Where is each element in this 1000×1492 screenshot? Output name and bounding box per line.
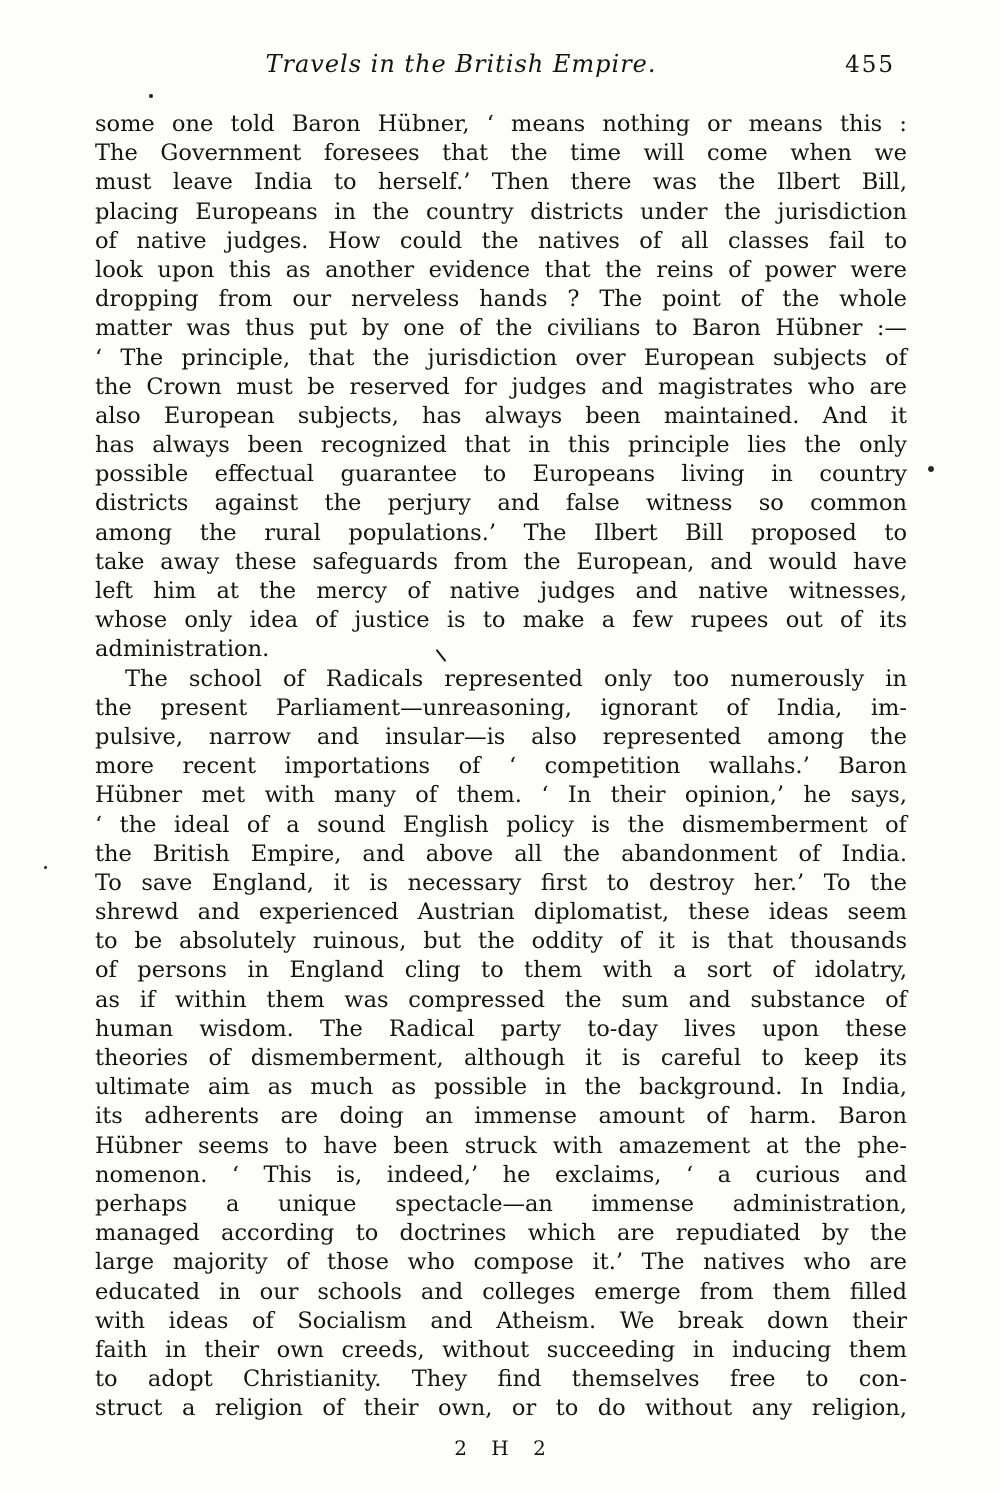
page-number: 455 bbox=[845, 52, 895, 78]
text-line: to adopt Christianity. They find themselves free to con- bbox=[95, 1366, 907, 1393]
text-line: struct a religion of their own, or to do without any religion, bbox=[95, 1395, 907, 1422]
signature-mark: 2 H 2 bbox=[454, 1436, 548, 1460]
text-line: The school of Radicals represented only too numerously in bbox=[125, 665, 907, 692]
text-line: managed according to doctrines which are repudiated by the bbox=[95, 1220, 907, 1247]
body-text bbox=[95, 110, 907, 1423]
text-line: perhaps a unique spectacle—an immense administration, bbox=[95, 1190, 907, 1217]
text-line: Hübner met with many of them. ‘ In their opinion,’ he says, bbox=[95, 782, 907, 809]
text-line: take away these safeguards from the European, and would have bbox=[95, 548, 907, 575]
text-line: Hübner seems to have been struck with amazement at the phe- bbox=[95, 1132, 907, 1159]
text-line: large majority of those who compose it.’ The natives who are bbox=[95, 1249, 907, 1276]
text-line: look upon this as another evidence that the reins of power were bbox=[95, 256, 907, 283]
page-title: Travels in the British Empire. bbox=[265, 50, 657, 78]
text-line: of persons in England cling to them with a sort of idolatry, bbox=[95, 957, 907, 984]
text-line: human wisdom. The Radical party to-day lives upon these bbox=[95, 1015, 907, 1042]
text-line: shrewd and experienced Austrian diplomatist, these ideas seem bbox=[95, 899, 907, 926]
text-line: the British Empire, and above all the abandonment of India. bbox=[95, 840, 907, 867]
ink-speck bbox=[44, 866, 47, 869]
text-line: some one told Baron Hübner, ‘ means nothing or means this : bbox=[95, 111, 907, 137]
text-line: matter was thus put by one of the civilians to Baron Hübner :— bbox=[95, 315, 907, 342]
text-line: of native judges. How could the natives of all classes fail to bbox=[95, 227, 907, 254]
text-line: with ideas of Socialism and Atheism. We break down their bbox=[95, 1307, 907, 1334]
text-line: also European subjects, has always been maintained. And it bbox=[95, 402, 907, 429]
text-line: placing Europeans in the country districts under the jurisdiction bbox=[95, 198, 907, 225]
text-line: ‘ The principle, that the jurisdiction over European subjects of bbox=[95, 344, 907, 371]
text-line: districts against the perjury and false witness so common bbox=[95, 490, 907, 517]
text-line: left him at the mercy of native judges and native witnesses, bbox=[95, 578, 907, 604]
text-line: faith in their own creeds, without succeeding in inducing them bbox=[95, 1336, 907, 1363]
text-line: The Government foresees that the time will come when we bbox=[95, 140, 907, 167]
text-line: ultimate aim as much as possible in the background. In India, bbox=[95, 1074, 907, 1101]
text-line: its adherents are doing an immense amount of harm. Baron bbox=[95, 1103, 907, 1130]
text-line: the Crown must be reserved for judges and magistrates who are bbox=[95, 373, 907, 400]
text-line: ‘ the ideal of a sound English policy is the dismemberment of bbox=[95, 811, 907, 838]
text-line: dropping from our nerveless hands ? The point of the whole bbox=[95, 286, 907, 313]
ink-speck bbox=[928, 466, 934, 472]
text-line: nomenon. ‘ This is, indeed,’ he exclaims, ‘ a curious and bbox=[95, 1161, 907, 1188]
text-line: has always been recognized that in this principle lies the only bbox=[95, 432, 907, 459]
text-line: as if within them was compressed the sum and substance of bbox=[95, 986, 907, 1013]
text-line: pulsive, narrow and insular—is also represented among the bbox=[95, 723, 907, 750]
text-line: To save England, it is necessary first to destroy her.’ To the bbox=[95, 869, 907, 896]
text-line: the present Parliament—unreasoning, ignorant of India, im- bbox=[95, 694, 907, 721]
text-line: to be absolutely ruinous, but the oddity of it is that thousands bbox=[95, 928, 907, 955]
text-line: theories of dismemberment, although it is careful to keep its bbox=[95, 1045, 907, 1071]
text-line: administration. bbox=[95, 636, 270, 663]
text-line: among the rural populations.’ The Ilbert Bill proposed to bbox=[95, 519, 907, 546]
text-line: whose only idea of justice is to make a few rupees out of its bbox=[95, 607, 907, 634]
text-line: must leave India to herself.’ Then there was the Ilbert Bill, bbox=[95, 169, 907, 196]
running-head bbox=[95, 50, 907, 84]
text-line: educated in our schools and colleges emerge from them filled bbox=[95, 1278, 907, 1305]
text-line: more recent importations of ‘ competition wallahs.’ Baron bbox=[95, 753, 907, 780]
ink-speck bbox=[149, 94, 153, 98]
text-line: possible effectual guarantee to Europeans living in country bbox=[95, 461, 907, 488]
